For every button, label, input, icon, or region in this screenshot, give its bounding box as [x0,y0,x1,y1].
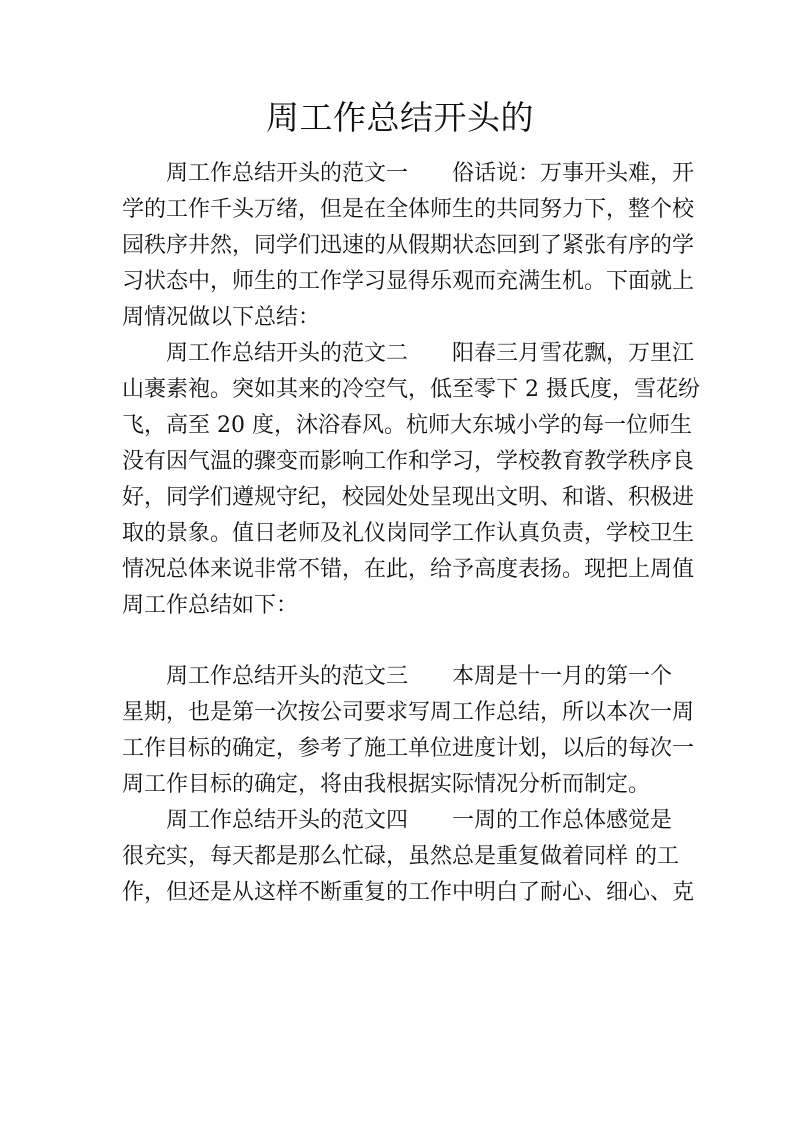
paragraph-1 [122,156,695,336]
text-line: 园秩序井然，同学们迅速的从假期状态回到了紧张有序的学 [122,233,695,258]
document-title: 周工作总结开头的 [266,98,534,137]
text-line: 取的景象。值日老师及礼仪岗同学工作认真负责，学校卫生 [122,521,695,546]
text-line: 很充实，每天都是那么忙碌，虽然总是重复做着同样 的工 [122,844,679,869]
text-line: 周工作目标的确定，将由我根据实际情况分析而制定。 [122,772,651,797]
text-line: 习状态中，师生的工作学习显得乐观而充满生机。下面就上 [122,269,695,294]
text-line: 作，但还是从这样不断重复的工作中明白了耐心、细心、克 [122,880,695,905]
paragraph-3 [122,659,695,803]
text-line: 周工作总结开头的范文三 本周是十一月的第一个 [122,664,673,689]
text-line: 周工作总结开头的范文四 一周的工作总体感觉是 [122,808,673,833]
text-line: 星期，也是第一次按公司要求写周工作总结，所以本次一周 [122,700,695,725]
paragraph-4 [122,803,695,911]
paragraph-2 [122,336,700,624]
document-body [122,156,700,911]
text-line: 工作目标的确定，参考了施工单位进度计划，以后的每次一 [122,736,695,761]
text-line: 好，同学们遵规守纪，校园处处呈现出文明、和谐、积极进 [122,485,695,510]
text-line: 周情况做以下总结： [122,305,321,330]
text-line: 没有因气温的骤变而影响工作和学习，学校教育教学秩序良 [122,449,695,474]
text-line: 飞，高至 20 度，沐浴春风。杭师大东城小学的每一位师生 [122,413,692,438]
text-line: 周工作总结开头的范文二 阳春三月雪花飘，万里江 [122,341,695,366]
text-line: 情况总体来说非常不错，在此，给予高度表扬。现把上周值 [122,557,695,582]
text-line: 山裹素袍。突如其来的冷空气，低至零下 2 摄氏度，雪花纷 [122,377,700,402]
paragraph-spacer [122,624,682,659]
text-line: 周工作总结如下： [122,593,299,618]
text-line: 学的工作千头万绪，但是在全体师生的共同努力下，整个校 [122,197,695,222]
text-line: 周工作总结开头的范文一 俗话说：万事开头难，开 [122,161,695,186]
